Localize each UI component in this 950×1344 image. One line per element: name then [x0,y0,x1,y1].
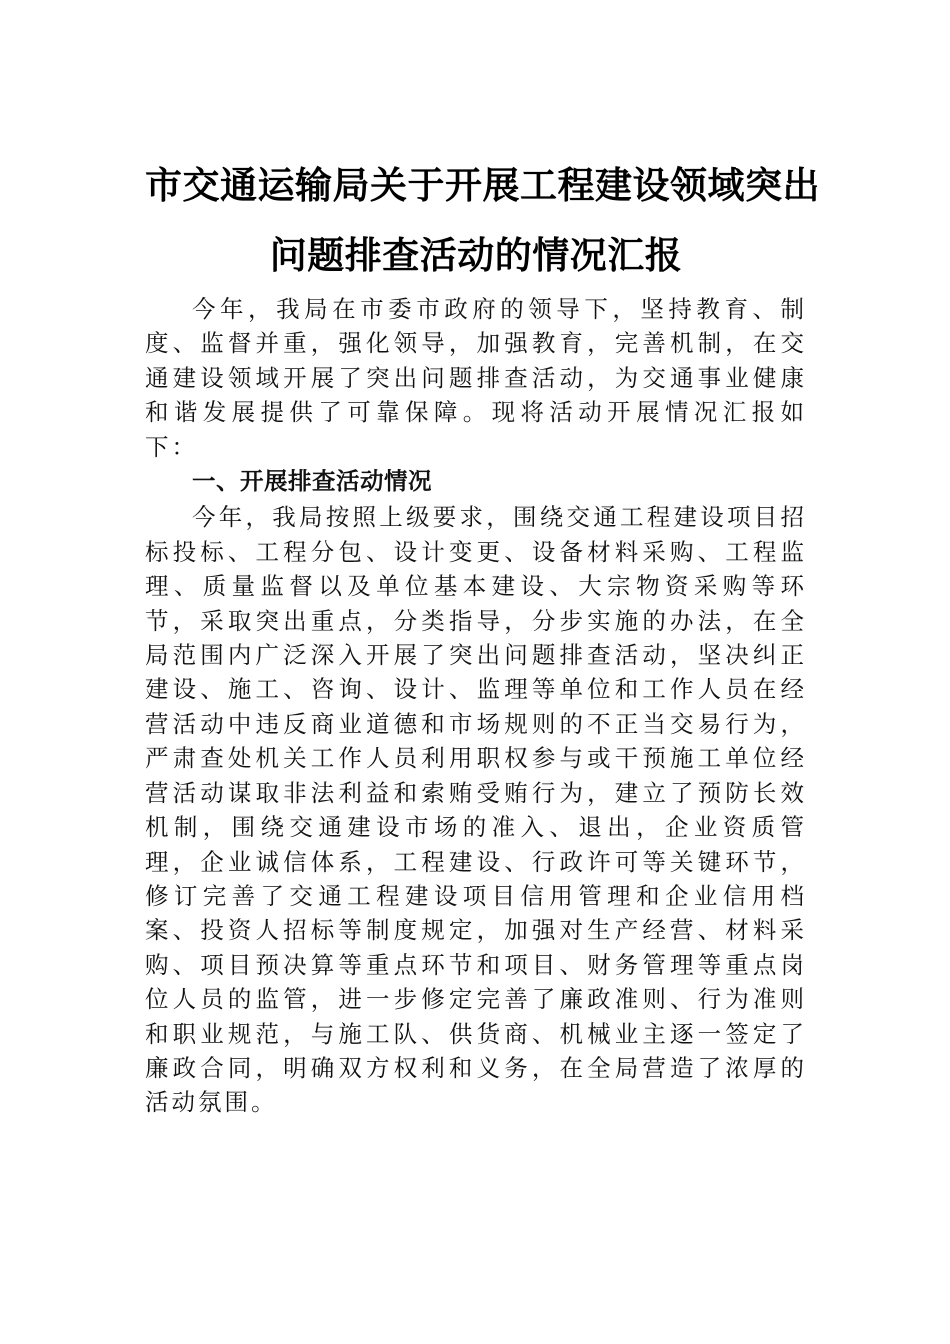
title-line-2: 问题排查活动的情况汇报 [269,233,683,277]
title-line-1: 市交通运输局关于开展工程建设领域突出 [145,163,820,207]
document-title [145,150,820,290]
section-1-paragraph: 今年，我局按照上级要求，围绕交通工程建设项目招标投标、工程分包、设计变更、设备材料采购、工程监理、质量监督以及单位基本建设、大宗物资采购等环节，采取突出重点，分类指导，分步实施的办法，在全局范围内广泛深入开展了突出问题排查活动，坚决纠正建设、施工、咨询、设计、监理等单位和工作人员在经营活动中违反商业道德和市场规则的不正当交易行为，严肃查处机关工作人员利用职权参与或干预施工单位经营活动谋取非法利益和索贿受贿行为，建立了预防长效机制，围绕交通建设市场的准入、退出，企业资质管理，企业诚信体系，工程建设、行政许可等关键环节，修订完善了交通工程建设项目信用管理和企业信用档案、投资人招标等制度规定，加强对生产经营、材料采购、项目预决算等重点环节和项目、财务管理等重点岗位人员的监管，进一步修定完善了廉政准则、行为准则和职业规范，与施工队、供货商、机械业主逐一签定了廉政合同，明确双方权利和义务，在全局营造了浓厚的活动氛围。 [145,503,807,1117]
intro-paragraph: 今年，我局在市委市政府的领导下，坚持教育、制度、监督并重，强化领导，加强教育，完善机制，在交通建设领域开展了突出问题排查活动，为交通事业健康和谐发展提供了可靠保障。现将活动开展情况汇报如下： [145,295,807,461]
document-page [145,150,820,1120]
section-1-heading: 一、开展排查活动情况 [192,467,432,496]
